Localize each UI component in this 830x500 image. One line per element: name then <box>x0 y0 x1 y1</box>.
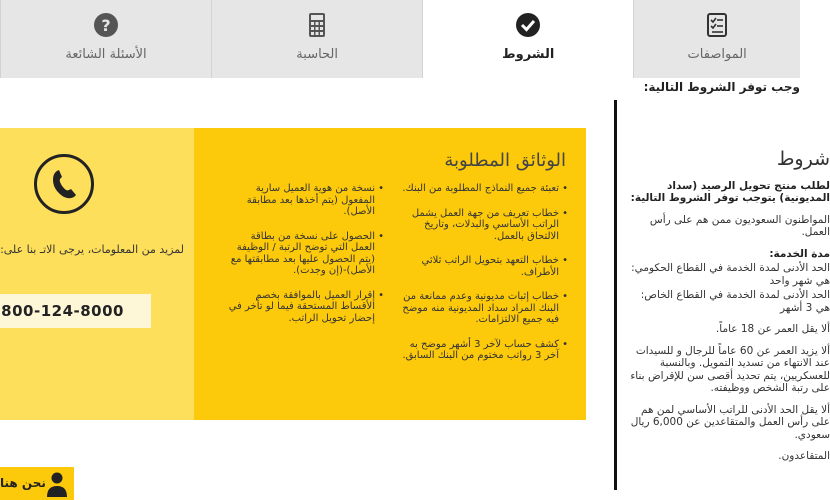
tab-faq[interactable] <box>0 0 211 78</box>
checklist-icon <box>704 12 730 38</box>
contact-panel <box>0 128 194 420</box>
contact-text: لمزيد من المعلومات، يرجى الاتـ بنا على: <box>0 243 184 256</box>
list-item: • خطاب التعهد بتحويل الراتب ثلاثي الأطراف. <box>398 255 568 278</box>
terms-title: شروط <box>776 148 830 170</box>
terms-section <box>625 145 830 500</box>
column-divider <box>614 100 617 490</box>
list-item: • إقرار العميل بالموافقة بخصم الأقساط المستحقة فيما لو تأخر في إحضار تحويل الراتب. <box>224 290 384 325</box>
list-item: • كشف حساب لآخر 3 أشهر موضح به آخر 3 رواتب مختوم من البنك السابق. <box>398 339 568 362</box>
documents-list-left <box>224 183 384 337</box>
tab-bar <box>0 0 800 78</box>
phone-number[interactable]: 800-124-8000 <box>0 294 151 328</box>
list-item: • الحصول على نسخة من بطاقة العمل التي توضح الرتبة / الوظيفة (يتم الحصول عليها بعد مطابقتها مع الأصل)-(إن وجدت). <box>224 231 384 277</box>
terms-item: ألا يزيد العمر عن 60 عاماً للرجال و للسيدات عند الانتهاء من تسديد التمويل. وبالنسبة للعسكريين، يتم تحديد أقصى سن للإقراض بناء على رتبة الشخص ووظيفته. <box>630 344 830 394</box>
svg-text:?: ? <box>101 16 111 35</box>
we-are-here-button[interactable] <box>0 467 74 500</box>
documents-title: الوثائق المطلوبة <box>444 150 566 171</box>
tab-label: الأسئلة الشائعة <box>65 47 147 62</box>
tab-terms[interactable] <box>422 0 633 78</box>
required-documents-panel <box>194 128 586 420</box>
service-heading: مدة الخدمة: <box>769 247 830 260</box>
terms-item: الحد الأدنى لمدة الخدمة في القطاع الحكومي: هي شهر واحد <box>631 262 830 287</box>
documents-list-right <box>398 183 568 375</box>
list-item: • نسخة من هوية العميل سارية المفعول (يتم أخذها بعد مطابقة الأصل). <box>224 183 384 218</box>
phone-icon <box>34 154 94 214</box>
tab-calculator[interactable] <box>211 0 422 78</box>
tab-specifications[interactable] <box>633 0 800 78</box>
terms-item: الحد الأدنى لمدة الخدمة في القطاع الخاص: هي 3 أشهر <box>640 289 830 314</box>
tab-label: الشروط <box>502 47 555 62</box>
calculator-icon <box>304 12 330 38</box>
terms-item: ألا يقل العمر عن 18 عاماً. <box>715 323 830 335</box>
list-item: • خطاب إثبات مديونية وعدم ممانعة من البنك المراد سداد المديونية منه موضح فيه جميع الالتزامات. <box>398 291 568 326</box>
check-circle-icon <box>515 12 541 38</box>
terms-item: المواطنون السعوديون ممن هم على رأس العمل. <box>649 213 830 238</box>
tab-label: الحاسبة <box>296 47 339 62</box>
conditions-subheading: وجب توفر الشروط التالية: <box>643 80 800 94</box>
terms-intro: لطلب منتج تحويل الرصيد (سداد المديونية) يتوجب توفر الشروط التالية: <box>630 179 830 204</box>
question-circle-icon <box>93 12 119 38</box>
list-item: • تعبئة جميع النماذج المطلوبة من البنك. <box>398 183 568 195</box>
help-button-label: نحن هنا <box>0 476 46 490</box>
terms-item: ألا يقل الحد الأدنى للراتب الأساسي لمن هم على رأس العمل والمتقاعدين عن 6,000 ريال سعودي. <box>630 403 830 441</box>
list-item: • خطاب تعريف من جهة العمل يشمل الراتب الأساسي والبدلات، وتاريخ الالتحاق بالعمل. <box>398 208 568 243</box>
tab-label: المواصفات <box>687 47 747 62</box>
person-icon <box>46 471 68 497</box>
terms-item: المتقاعدون. <box>778 450 830 462</box>
